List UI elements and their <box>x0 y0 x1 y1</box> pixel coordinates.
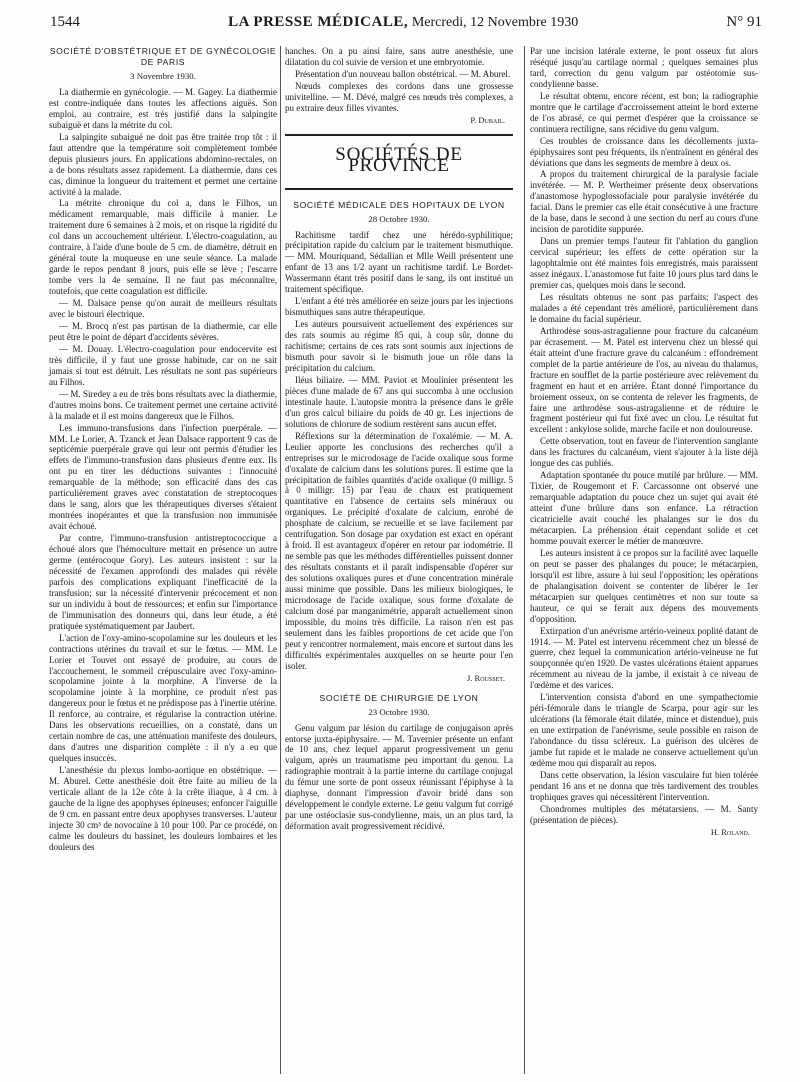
paragraph: Réflexions sur la détermination de l'oxalémie. — M. A. Leulier apporte les conclusions des recherches qu'il a entreprises sur le microdosage de l'acide oxalique sous forme d'oxalate de calcium dans les solutions pures. Il estime que la précipitation de faibles quantités d'acide oxalique (0 milligr. 5 à 0 milligr. 15) par l'eau de chaux est pratiquement quantitative en l'absence de certains sels minéraux ou organiques. Le précipité d'oxalate de calcium, enrobé de phosphate de calcium, se recueille et se lave facilement par centrifugation. Son dosage par oxydation est exact en opérant à froid. Il est avantageux d'opérer en retour par iodométrie. Il ne semble pas que les méthodes différentielles puissent donner des résultats constants et il paraît indispensable d'opérer sur des solutions oxaliques pures et d'une concentration minérale aussi minime que possible. Dans les milieux biologiques, le microdosage de l'acide oxalique, sous forme d'oxalate de calcium dosé par manganimétrie, apparaît actuellement sinon impossible, du moins très difficile. La raison n'en est pas seulement dans les faibles proportions de cet acide que l'on peut y rencontrer normalement, mais encore et surtout dans les difficultés expérimentales auxquelles on se heurte pour l'en isoler. <box>285 430 513 671</box>
issue-number: N° 91 <box>726 14 762 30</box>
paragraph: La diathermie en gynécologie. — M. Gagey. La diathermie est contre-indiquée dans toutes les affections aiguës. Son emploi, au contraire, est très justifié dans la salpingite subaiguë et dans la métrite du col. <box>49 86 277 130</box>
paragraph: Ces troubles de croissance dans les décollements juxta-épiphysaires sont peu fréquents, ils n'entraînent en général des déviations que dans les segments de membre à deux os. <box>530 135 758 168</box>
session-date: 3 Novembre 1930. <box>130 71 196 81</box>
paragraph: A propos du traitement chirurgical de la paralysie faciale invétérée. — M. P. Wertheimer présente deux observations d'anastomose hypoglossofaciale pour paralysie invétérée du facial. Dans le premier cas elle était consécutive à une fracture de la base, dans le second à une section du nerf au cours d'une incision de parotidite suppurée. <box>530 169 758 235</box>
column-1 <box>49 46 277 854</box>
column-divider <box>524 46 525 1074</box>
paragraph: — M. Brocq n'est pas partisan de la diathermie, car elle peut être le point de départ d'accidents sévères. <box>49 320 277 342</box>
paragraph: Nœuds complexes des cordons dans une grossesse univitelline. — M. Dévé, malgré ces nœuds très complexes, a pu extraire deux filles vivantes. <box>285 80 513 113</box>
column-divider <box>280 46 281 1074</box>
journal-title: LA PRESSE MÉDICALE, <box>228 14 409 30</box>
paragraph: Par contre, l'immuno-transfusion antistreptococcique a échoué alors que l'hémoculture mettait en présence un autre germe (entérocoque Gory). Les auteurs insistent : sur la nécessité de l'examen approfondi des malades qui révèle parfois des complications expliquant l'inefficacité de la transfusion; sur la nécessité d'intervenir précocement et non sur un individu à bout de ressources; et enfin sur l'importance de l'immunisation des donneurs qui, dans leur étude, a été pratiquée systématiquement par Jaubert. <box>49 533 277 631</box>
paragraph: Présentation d'un nouveau ballon obstétrical. — M. Aburel. <box>295 68 511 79</box>
paragraph: Dans cette observation, la lésion vasculaire fut bien tolérée pendant 16 ans et ne donna que très tardivement des troubles trophiques graves qui nécessitèrent l'intervention. <box>530 769 758 802</box>
paragraph: Iléus biliaire. — MM. Paviot et Moulinier présentent les pièces d'une malade de 67 ans qui succomba à une occlusion intestinale haute. L'autopsie montra la présence dans le grêle d'un gros calcul biliaire du poids de 40 gr. Les injections de solutions de chlorure de sodium restèrent sans aucun effet. <box>285 374 513 429</box>
paragraph: Cette observation, tout en faveur de l'intervention sanglante dans les fractures du calcanéum, vient s'ajouter à la liste déjà longue des cas publiés. <box>530 436 758 469</box>
signature: H. Roland. <box>710 826 750 837</box>
paragraph: La salpingite subaiguë ne doit pas être traitée trop tôt : il faut attendre que la température soit complètement tombée depuis plusieurs jours. En applications abdomino-rectales, on a de bons résultats assez rapidement. La diathermie, dans ces cas, diminue la longueur du traitement et permet une certaine activité à la malade. <box>49 131 277 197</box>
paragraph: Les résultats obtenus ne sont pas parfaits; l'aspect des malades a été cependant très amélioré, particulièrement dans le domaine du facial supérieur. <box>530 291 758 324</box>
paragraph: Arthrodèse sous-astragalienne pour fracture du calcanéum par écrasement. — M. Patel est intervenu chez un blessé qui était atteint d'une fracture grave du calcanéum : effondrement complet de la partie antérieure de l'os, au niveau du thalamus, fracture en soufflet de la partie postérieure avec relèvement du fragment en haut et en arrière. Étant donné l'importance du broiement osseux, on se contenta de relever les fragments, de faire une arthrodèse sous-astragalienne et de réduire le fragment postérieur qui fut fixé avec un clou. Le résultat fut excellent : ankylose solide, marche facile et non douloureuse. <box>530 325 758 435</box>
session-date: 23 Octobre 1930. <box>368 706 430 717</box>
paragraph: Genu valgum par lésion du cartilage de conjugaison après entorse juxta-épiphysaire. — M. Tavernier présente un enfant de 10 ans, chez lequel apparut progressivement un genu valgum, après un traumatisme peu important du genou. La radiographie montrait à la partie interne du cartilage conjugal du fémur une sorte de pont osseux réunissant l'épiphyse à la diaphyse, donnant l'impression d'avoir bridé dans son développement le condyle externe. Le genu valgum fut corrigé par une ostéoclasie sus-condylienne, mais, un an plus tard, la déformation avait progressivement récidivé. <box>285 722 513 832</box>
paragraph: Adaptation spontanée du pouce mutilé par brûlure. — MM. Tixier, de Rougemont et F. Carcassonne ont observé une remarquable adaptation du pouce chez un sujet qui avait été atteint d'une brûlure dans son enfance. La rétraction cicatricielle avait couché les phalanges sur le dos du métacarpien. La préhension était cependant solide et cet homme pouvait exercer le métier de manœuvre. <box>530 470 758 546</box>
column-3 <box>530 46 758 841</box>
signature: J. Rousset. <box>466 672 505 683</box>
paragraph: — M. Douay. L'électro-coagulation pour endocervite est très difficile, il y faut une grosse habitude, car on ne sait jamais si tout est détruit. Les résultats ne sont pas supérieurs au Filhos. <box>49 343 277 387</box>
paragraph: Par une incision latérale externe, le pont osseux fut alors réséqué jusqu'au cartilage normal ; quelques semaines plus tard, correction du genu valgum par ostéotomie sus-condylienne basse. <box>530 46 758 89</box>
paragraph: Les auteurs poursuivent actuellement des expériences sur des rats soumis au régime 85 qui, à coup sûr, donne du rachitisme; certains de ces rats sont soumis aux injections de bismuth pour savoir si le bismuth joue un rôle dans la précipitation du calcium. <box>285 319 513 373</box>
paragraph: Les immuno-transfusions dans l'infection puerpérale. — MM. Le Lorier, A. Tzanck et Jean Dalsace rapportent 9 cas de septicémie puerpérale grave qui leur ont permis d'étudier les effets de l'immuno-transfusion dans plusieurs d'entre eux. Ils ont pu en tirer les déductions suivantes : l'innocuité remarquable de la méthode; son efficacité dans des cas particulièrement graves avec constatation de streptocoques dans le sang, alors que les thérapeutiques diverses s'étaient montrées inopérantes et que la transfusion non immunisée avait échoué. <box>49 422 277 532</box>
section-rule <box>285 134 513 136</box>
paragraph: Le résultat obtenu, encore récent, est bon; la radiographie montre que le cartilage d'accroissement atteint le bord externe de l'os abrasé, ce qui permet d'espérer que la croissance se continuera rectiligne, sans récidive du genu valgum. <box>530 90 758 134</box>
page-number-left: 1544 <box>50 14 80 30</box>
signature: P. Dubail. <box>470 114 505 125</box>
paragraph: L'action de l'oxy-amino-scopolamine sur les douleurs et les contractions utérines du travail et sur le fœtus. — MM. Le Lorier et Touvet ont essayé de produire, au cours de l'accouchement, le sommeil crépusculaire avec l'oxy-amino-scopolamine jointe à la morphine. A l'inverse de la scopolamine jointe à la morphine, ce produit n'est pas dangereux pour le fœtus et ne prédispose pas à l'inertie utérine. Il renforce, au contraire, et régularise la contraction utérine. Dans les observations recueillies, on a constaté, dans un certain nombre de cas, une atténuation manifeste des douleurs, dans d'autres une disparition complète : il n'y a eu que quelques insuccès. <box>49 632 277 764</box>
page-header <box>50 14 762 36</box>
section-rule <box>285 188 513 190</box>
paragraph: L'anesthésie du plexus lombo-aortique en obstétrique. — M. Aburel. Cette anesthésie doit être faite au milieu de la verticale allant de la 12e côte à la crête iliaque, à 4 cm. à gauche de la ligne des apophyses épineuses; enfoncer l'aiguille de 9 cm. en passant entre deux apophyses transverses. L'auteur injecte 30 cm³ de novocaïne à 10 pour 100. Par ce procédé, on calme les douleurs du bassinet, les douleurs lombaires et les douleurs des <box>49 765 277 852</box>
paragraph: — M. Siredey a eu de très bons résultats avec la diathermie, d'autres moins bons. Ce traitement permet une certaine activité à la malade et il est moins dangereux que le Filhos. <box>49 388 277 421</box>
paragraph: Rachitisme tardif chez une hérédo-syphilitique; précipitation rapide du calcium par le traitement bismuthique. — MM. Mouriquand, Sédallian et Mlle Weill présentent une enfant de 13 ans 1/2 ayant un rachitisme tardif. Le Bordet-Wassermann étant très positif dans le sang, ils ont institué un traitement spécifique. <box>285 229 513 295</box>
society-city: DE PARIS <box>140 57 186 67</box>
paragraph: — M. Dalsace pense qu'on aurait de meilleurs résultats avec le bistouri électrique. <box>49 298 277 320</box>
paragraph: Chondromes multiples des métatarsiens. — M. Santy (présentation de pièces). <box>530 803 758 825</box>
section-title: SOCIÉTÉS DE PROVINCE <box>335 143 463 176</box>
paragraph: La métrite chronique du col a, dans le Filhos, un médicament remarquable, mais difficile à manier. Le traitement dure 6 semaines à 2 mois, et on risque la rigidité du col dans un accouchement ultérieur. L'électro-coagulation, au contraire, à l'aide d'une boule de 5 cm. de diamètre, détruit en général toute la muqueuse en une seule séance. La malade garde le repos pendant 8 jours, puis elle se lève ; l'escarre tombe vers la 4e semaine. Il ne faut pas méconnaître, toutefois, que cette coagulation est difficile. <box>49 198 277 297</box>
society-heading: SOCIÉTÉ DE CHIRURGIE DE LYON <box>319 692 479 703</box>
paragraph: L'intervention consista d'abord en une sympathectomie péri-fémorale dans le triangle de Scarpa, pour agir sur les ulcérations (la fémorale était dilatée, mince et distendue), puis en une extirpation de l'anévrisme, seule possible en raison de l'abondance du tissu scléreux. La guérison des ulcères de jambe fut rapide et le malade ne conserve actuellement qu'un œdème mou qui disparaît au repos. <box>530 692 758 768</box>
paragraph: hanches. On a pu ainsi faire, sans autre anesthésie, une dilatation du col suivie de version et une embryotomie. <box>285 46 513 67</box>
paragraph: Extirpation d'un anévrisme artério-veineux poplité datant de 1914. — M. Patel est intervenu récemment chez un blessé de guerre, chez lequel la communication artério-veineuse ne fut soupçonnée qu'en 1920. De vastes ulcérations étaient apparues récemment au niveau de la jambe, il existait à ce niveau de l'œdème et des varices. <box>530 625 758 691</box>
society-heading: SOCIÉTÉ MÉDICALE DES HOPITAUX DE LYON <box>293 199 505 210</box>
column-2 <box>285 46 513 833</box>
session-date: 28 Octobre 1930. <box>368 213 430 224</box>
paragraph: Dans un premier temps l'auteur fit l'ablation du ganglion cervical supérieur; les effets de cette opération sur la lagophtalmie ont été maintes fois enregistrés, mais paraissent assez inégaux. L'anastomose fut faite 10 jours plus tard dans le premier cas, quelques mois dans le second. <box>530 236 758 291</box>
society-heading: SOCIÉTÉ D'OBSTÉTRIQUE ET DE GYNÉCOLOGIE <box>49 46 277 56</box>
paragraph: L'enfant a été très améliorée en seize jours par les injections bismuthiques sans autre thérapeutique. <box>285 296 513 318</box>
paragraph: Les auteurs insistent à ce propos sur la facilité avec laquelle on peut se passer des phalanges du pouce; le métacarpien, lorsqu'il est libre, assure à lui seul l'opposition; les opérations de phalangisation doivent se contenter de libérer le 1er métacarpien sur quelques centimètres et non sur toute sa hauteur, ce qui se ferait aux dépens des mouvements d'opposition. <box>530 547 758 624</box>
issue-date: Mercredi, 12 Novembre 1930 <box>411 15 579 30</box>
